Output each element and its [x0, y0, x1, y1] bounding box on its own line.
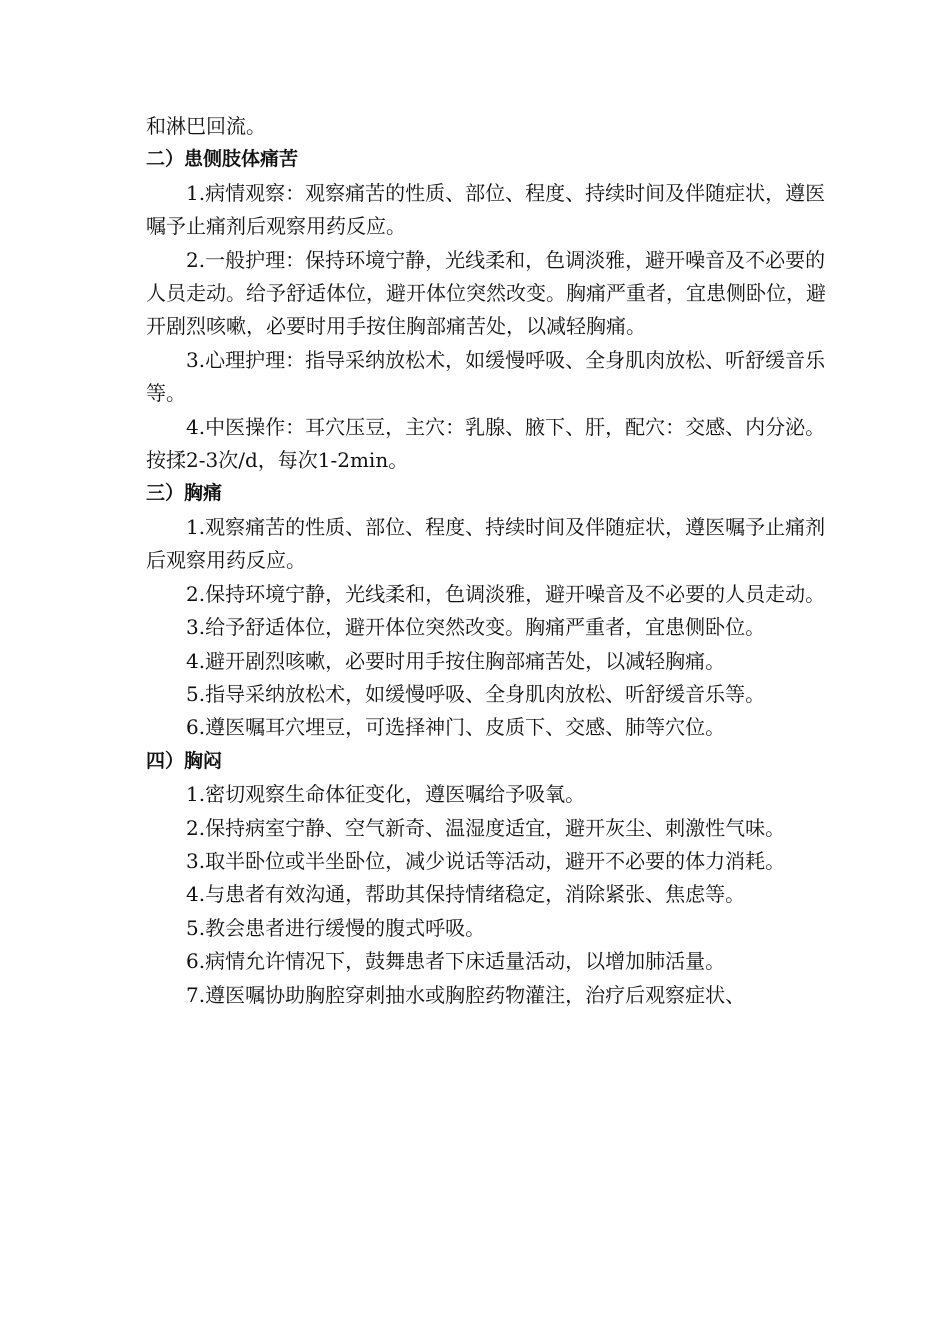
paragraph: 4.与患者有效沟通，帮助其保持情绪稳定，消除紧张、焦虑等。: [186, 882, 746, 907]
section-heading: 二）患侧肢体痛苦: [146, 148, 299, 171]
paragraph: 2.保持病室宁静、空气新奇、温湿度适宜，避开灰尘、刺激性气味。: [186, 815, 786, 840]
paragraph: 6.遵医嘱耳穴埋豆，可选择神门、皮质下、交感、肺等穴位。: [186, 715, 726, 740]
paragraph: 5.指导采纳放松术，如缓慢呼吸、全身肌肉放松、听舒缓音乐等。: [186, 681, 766, 706]
paragraph: 3.给予舒适体位，避开体位突然改变。胸痛严重者，宜患侧卧位。: [186, 615, 766, 640]
paragraph: 和淋巴回流。: [146, 114, 266, 138]
paragraph: 7.遵医嘱协助胸腔穿刺抽水或胸腔药物灌注，治疗后观察症状、: [186, 982, 746, 1007]
paragraph: 4.避开剧烈咳嗽，必要时用手按住胸部痛苦处，以减轻胸痛。: [186, 648, 726, 673]
paragraph: 1.密切观察生命体征变化，遵医嘱给予吸氧。: [186, 782, 586, 807]
paragraph: 3.取半卧位或半坐卧位，减少说话等活动，避开不必要的体力消耗。: [186, 848, 786, 873]
paragraph: 4.中医操作：耳穴压豆，主穴：乳腺、腋下、肝，配穴：交感、内分泌。按揉2-3次/d，每次1-2min。: [146, 414, 826, 473]
paragraph: 1.病情观察：观察痛苦的性质、部位、程度、持续时间及伴随症状，遵医嘱予止痛剂后观察用药反应。: [146, 180, 826, 239]
paragraph: 5.教会患者进行缓慢的腹式呼吸。: [186, 915, 486, 940]
section-heading: 三）胸痛: [146, 482, 223, 505]
paragraph: 2.保持环境宁静，光线柔和，色调淡雅，避开噪音及不必要的人员走动。: [186, 581, 826, 606]
paragraph: 3.心理护理：指导采纳放松术，如缓慢呼吸、全身肌肉放松、听舒缓音乐等。: [146, 347, 826, 406]
paragraph: 1.观察痛苦的性质、部位、程度、持续时间及伴随症状，遵医嘱予止痛剂后观察用药反应。: [146, 514, 826, 573]
document-body: [146, 110, 826, 1012]
paragraph: 6.病情允许情况下，鼓舞患者下床适量活动，以增加肺活量。: [186, 949, 726, 974]
section-heading: 四）胸闷: [146, 749, 223, 772]
paragraph: 2.一般护理：保持环境宁静，光线柔和，色调淡雅，避开噪音及不必要的人员走动。给予舒适体位，避开体位突然改变。胸痛严重者，宜患侧卧位，避开剧烈咳嗽，必要时用手按住胸部痛苦处，以减轻胸痛。: [146, 247, 826, 339]
